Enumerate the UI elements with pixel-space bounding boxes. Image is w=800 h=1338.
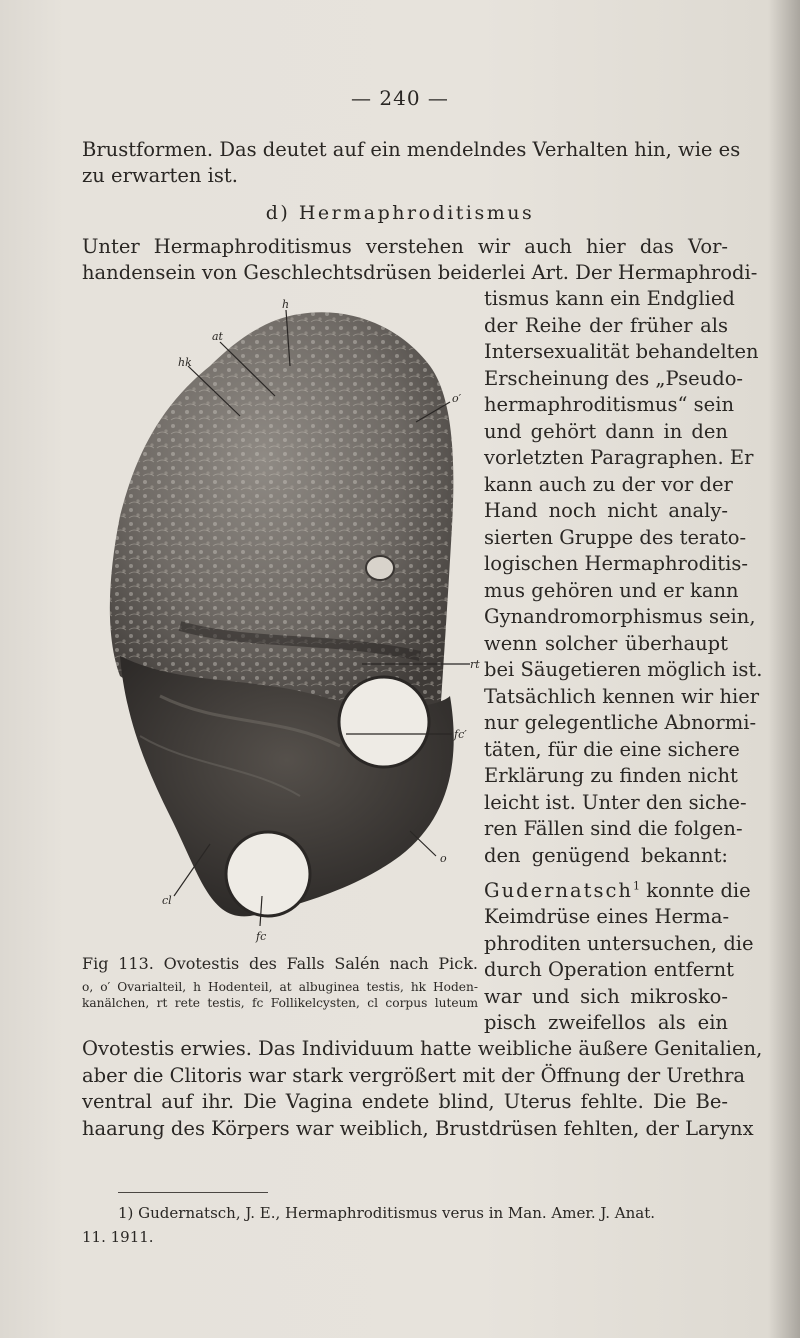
- closing-text-line: aber die Clitoris war stark vergrößert mit der Öffnung der Urethra: [82, 1063, 746, 1087]
- right-column-line: vorletzten Paragraphen. Er: [484, 446, 754, 469]
- text-line-2: zu erwarten ist.: [82, 164, 238, 187]
- right-column-line: ren Fällen sind die folgen-: [484, 817, 743, 840]
- right-column-line: phroditen untersuchen, die: [484, 931, 754, 955]
- label-at: at: [212, 330, 223, 343]
- right-column-line: Tatsächlich kennen wir hier: [484, 684, 760, 708]
- label-o: o: [440, 852, 447, 865]
- text-line-4: handensein von Geschlechtsdrüsen beiderlei Art. Der Hermaphrodi-: [82, 261, 758, 284]
- right-column-line: der Reihe der früher als: [484, 313, 728, 337]
- closing-text-line: haarung des Körpers war weiblich, Brustdrüsen fehlten, der Larynx: [82, 1116, 754, 1140]
- right-column-line: den genügend bekannt:: [484, 843, 728, 867]
- right-column-line: Erklärung zu finden nicht: [484, 764, 738, 787]
- follicle-cyst-upper: [339, 677, 429, 767]
- label-rt: rt: [470, 658, 480, 671]
- right-column-line: bei Säugetieren möglich ist.: [484, 658, 763, 681]
- closing-text-line: Ovotestis erwies. Das Individuum hatte weibliche äußere Genitalien,: [82, 1037, 763, 1060]
- right-column-line: Hand noch nicht analy-: [484, 499, 728, 522]
- footnote-line-2: 11. 1911.: [82, 1228, 154, 1246]
- label-h: h: [282, 298, 290, 311]
- right-column-line: pisch zweifellos als ein: [484, 1011, 728, 1034]
- text-line-1: Brustformen. Das deutet auf ein mendelndes Verhalten hin, wie es: [82, 138, 741, 161]
- right-column-line: tismus kann ein Endglied: [484, 287, 735, 310]
- right-column-line: täten, für die eine sichere: [484, 737, 740, 761]
- ovotestis-illustration: [100, 296, 480, 956]
- right-column-line: mus gehören und er kann: [484, 578, 739, 602]
- footnote-divider: [118, 1192, 268, 1193]
- label-cl: cl: [162, 894, 172, 907]
- figure-ovotestis: [100, 296, 480, 956]
- text-line-3: Unter Hermaphroditismus verstehen wir auch hier das Vor-: [82, 235, 728, 258]
- label-fc: fc: [256, 930, 267, 943]
- footnote-ref[interactable]: 1: [633, 879, 640, 893]
- label-fc-prime: fc′: [454, 728, 467, 741]
- right-column-line: logischen Hermaphroditis-: [484, 552, 748, 575]
- right-column-line: Keimdrüse eines Herma-: [484, 905, 730, 928]
- label-hk: hk: [178, 356, 192, 369]
- section-heading: d) Hermaphroditismus: [265, 202, 535, 224]
- right-column-line: wenn solcher überhaupt: [484, 631, 728, 655]
- right-column-line: kann auch zu der vor der: [484, 472, 733, 496]
- right-column-line: hermaphroditismus“ sein: [484, 393, 735, 416]
- right-column-line: und gehört dann in den: [484, 419, 728, 443]
- closing-text-line: ventral auf ihr. Die Vagina endete blind, Uterus fehlte. Die Be-: [82, 1090, 728, 1113]
- right-column-line: sierten Gruppe des terato-: [484, 525, 747, 549]
- right-column-line: Intersexualität behandelten: [484, 340, 759, 363]
- right-column-line: Erscheinung des „Pseudo-: [484, 366, 744, 390]
- gudernatsch-rest: konnte die: [640, 879, 751, 902]
- right-column-line: durch Operation entfernt: [484, 958, 734, 981]
- right-column-line: nur gelegentliche Abnormi-: [484, 711, 757, 734]
- gudernatsch-line: [484, 878, 751, 904]
- right-column-line: leicht ist. Unter den siche-: [484, 790, 747, 814]
- footnote-line-1: 1) Gudernatsch, J. E., Hermaphroditismus verus in Man. Amer. J. Anat.: [118, 1204, 656, 1222]
- follicle-cyst-lower: [226, 832, 310, 916]
- page-number: — 240 —: [351, 86, 449, 110]
- figure-caption-legend-1: o, o′ Ovarialteil, h Hodenteil, at albuginea testis, hk Hoden-: [82, 980, 478, 994]
- label-o-prime: o′: [452, 392, 462, 405]
- right-column-line: war und sich mikrosko-: [484, 984, 728, 1008]
- author-name: Gudernatsch: [484, 879, 633, 902]
- figure-caption-legend-2: kanälchen, rt rete testis, fc Follikelcysten, cl corpus luteum: [82, 996, 478, 1010]
- right-column-line: Gynandromorphismus sein,: [484, 605, 756, 628]
- figure-caption-title: Fig 113. Ovotestis des Falls Salén nach Pick.: [82, 954, 478, 973]
